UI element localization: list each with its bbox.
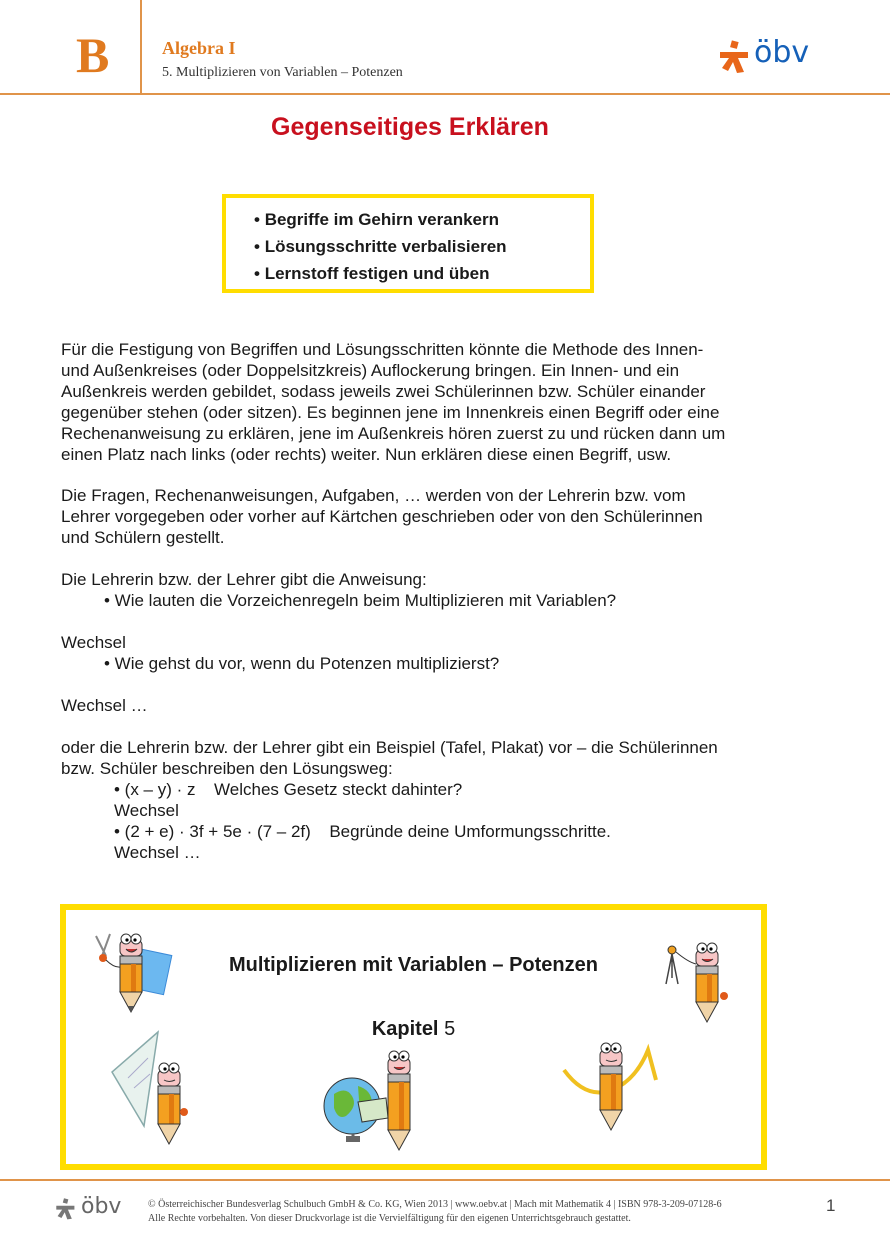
page-title: Gegenseitiges Erklären xyxy=(271,113,549,141)
text-line: oder die Lehrerin bzw. der Lehrer gibt ein Beispiel (Tafel, Plakat) vor – die Schülerinnen xyxy=(61,738,718,757)
text-line: Die Fragen, Rechenanweisungen, Aufgaben, … werden von der Lehrerin bzw. vom xyxy=(61,486,686,505)
switch-label: Wechsel … xyxy=(61,696,148,715)
text-line: und Außenkreises (oder Doppelsitzkreis) Auflockerung bringen. Ein Innen- und ein xyxy=(61,361,680,380)
instruction-intro: Die Lehrerin bzw. der Lehrer gibt die Anweisung: xyxy=(61,570,427,589)
question-item: • Wie gehst du vor, wenn du Potenzen multiplizierst? xyxy=(104,654,500,673)
publisher-logo xyxy=(718,35,828,74)
pencil-compass-illustration xyxy=(658,934,748,1024)
example-task: Welches Gesetz steckt dahinter? xyxy=(214,780,463,799)
example-item xyxy=(61,821,791,842)
copyright-line: © Österreichischer Bundesverlag Schulbuch GmbH & Co. KG, Wien 2013 | www.oebv.at | Mach mit Mathematik 4 | ISBN 978-3-209-07128-6 xyxy=(148,1199,722,1210)
switch-label: Wechsel … xyxy=(114,843,201,862)
pencil-tape-measure-illustration xyxy=(556,1030,666,1140)
switch-block-2 xyxy=(61,695,791,716)
example-expression: • (x – y) · z xyxy=(114,780,196,799)
instruction-block xyxy=(61,569,791,611)
header-divider-horizontal xyxy=(0,93,890,95)
header-divider-vertical xyxy=(140,0,142,94)
example-expression: • (2 + e) · 3f + 5e · (7 – 2f) xyxy=(114,822,311,841)
switch-label: Wechsel xyxy=(61,633,126,652)
chapter-title: 5. Multiplizieren von Variablen – Potenzen xyxy=(162,65,403,80)
banner-title: Multiplizieren mit Variablen – Potenzen xyxy=(229,954,598,976)
text-line: einen Platz nach links (oder rechts) weiter. Nun erklären diese einen Begriff, usw. xyxy=(61,445,672,464)
example-task: Begründe deine Umformungsschritte. xyxy=(329,822,611,841)
chapter-number: 5 xyxy=(444,1018,456,1040)
paragraph-questions xyxy=(61,485,791,548)
text-line: bzw. Schüler beschreiben den Lösungsweg: xyxy=(61,759,393,778)
chapter-label: Kapitel xyxy=(371,1018,439,1040)
text-line: Außenkreis werden gebildet, sodass jeweils zwei Schülerinnen bzw. Schüler einander xyxy=(61,382,706,401)
footer-logo xyxy=(55,1194,135,1224)
question-item: • Wie lauten die Vorzeichenregeln beim Multiplizieren mit Variablen? xyxy=(104,591,617,610)
example-item xyxy=(61,779,791,800)
pencil-scissors-illustration xyxy=(88,930,178,1020)
example-block xyxy=(61,737,791,863)
footer-divider xyxy=(0,1179,890,1181)
pencil-globe-illustration xyxy=(322,1046,432,1156)
switch-block-1 xyxy=(61,632,791,674)
text-line: gegenüber stehen (oder sitzen). Es beginnen jene im Innenkreis einen Begriff oder eine xyxy=(61,403,720,422)
text-line: Lehrer vorgegeben oder vorher auf Kärtchen geschrieben oder von den Schülerinnen xyxy=(61,507,703,526)
paragraph-method xyxy=(61,339,791,465)
goal-item: • Begriffe im Gehirn verankern xyxy=(254,206,590,233)
goal-item: • Lernstoff festigen und üben xyxy=(254,260,590,287)
star-figure-icon xyxy=(718,40,752,74)
goal-item: • Lösungsschritte verbalisieren xyxy=(254,233,590,260)
pencil-set-square-illustration xyxy=(108,1028,208,1148)
goals-box xyxy=(222,194,594,293)
footer-copyright xyxy=(148,1198,722,1226)
page-number: 1 xyxy=(826,1196,836,1215)
text-line: und Schülern gestellt. xyxy=(61,528,225,547)
footer-logo-text: öbv xyxy=(81,1194,122,1219)
star-figure-icon xyxy=(55,1198,77,1220)
subject-title: Algebra I xyxy=(162,38,236,58)
logo-text: öbv xyxy=(754,35,810,70)
text-line: Für die Festigung von Begriffen und Lösungsschritten könnte die Methode des Innen- xyxy=(61,340,704,359)
switch-label: Wechsel xyxy=(114,801,179,820)
text-line: Rechenanweisung zu erklären, jene im Außenkreis hören zuerst zu und rücken dann um xyxy=(61,424,726,443)
rights-line: Alle Rechte vorbehalten. Von dieser Druckvorlage ist die Vervielfältigung für den eigenen Unterrichtsgebrauch gestattet. xyxy=(148,1213,631,1224)
section-letter: B xyxy=(76,27,110,83)
chapter-banner xyxy=(60,904,767,1170)
